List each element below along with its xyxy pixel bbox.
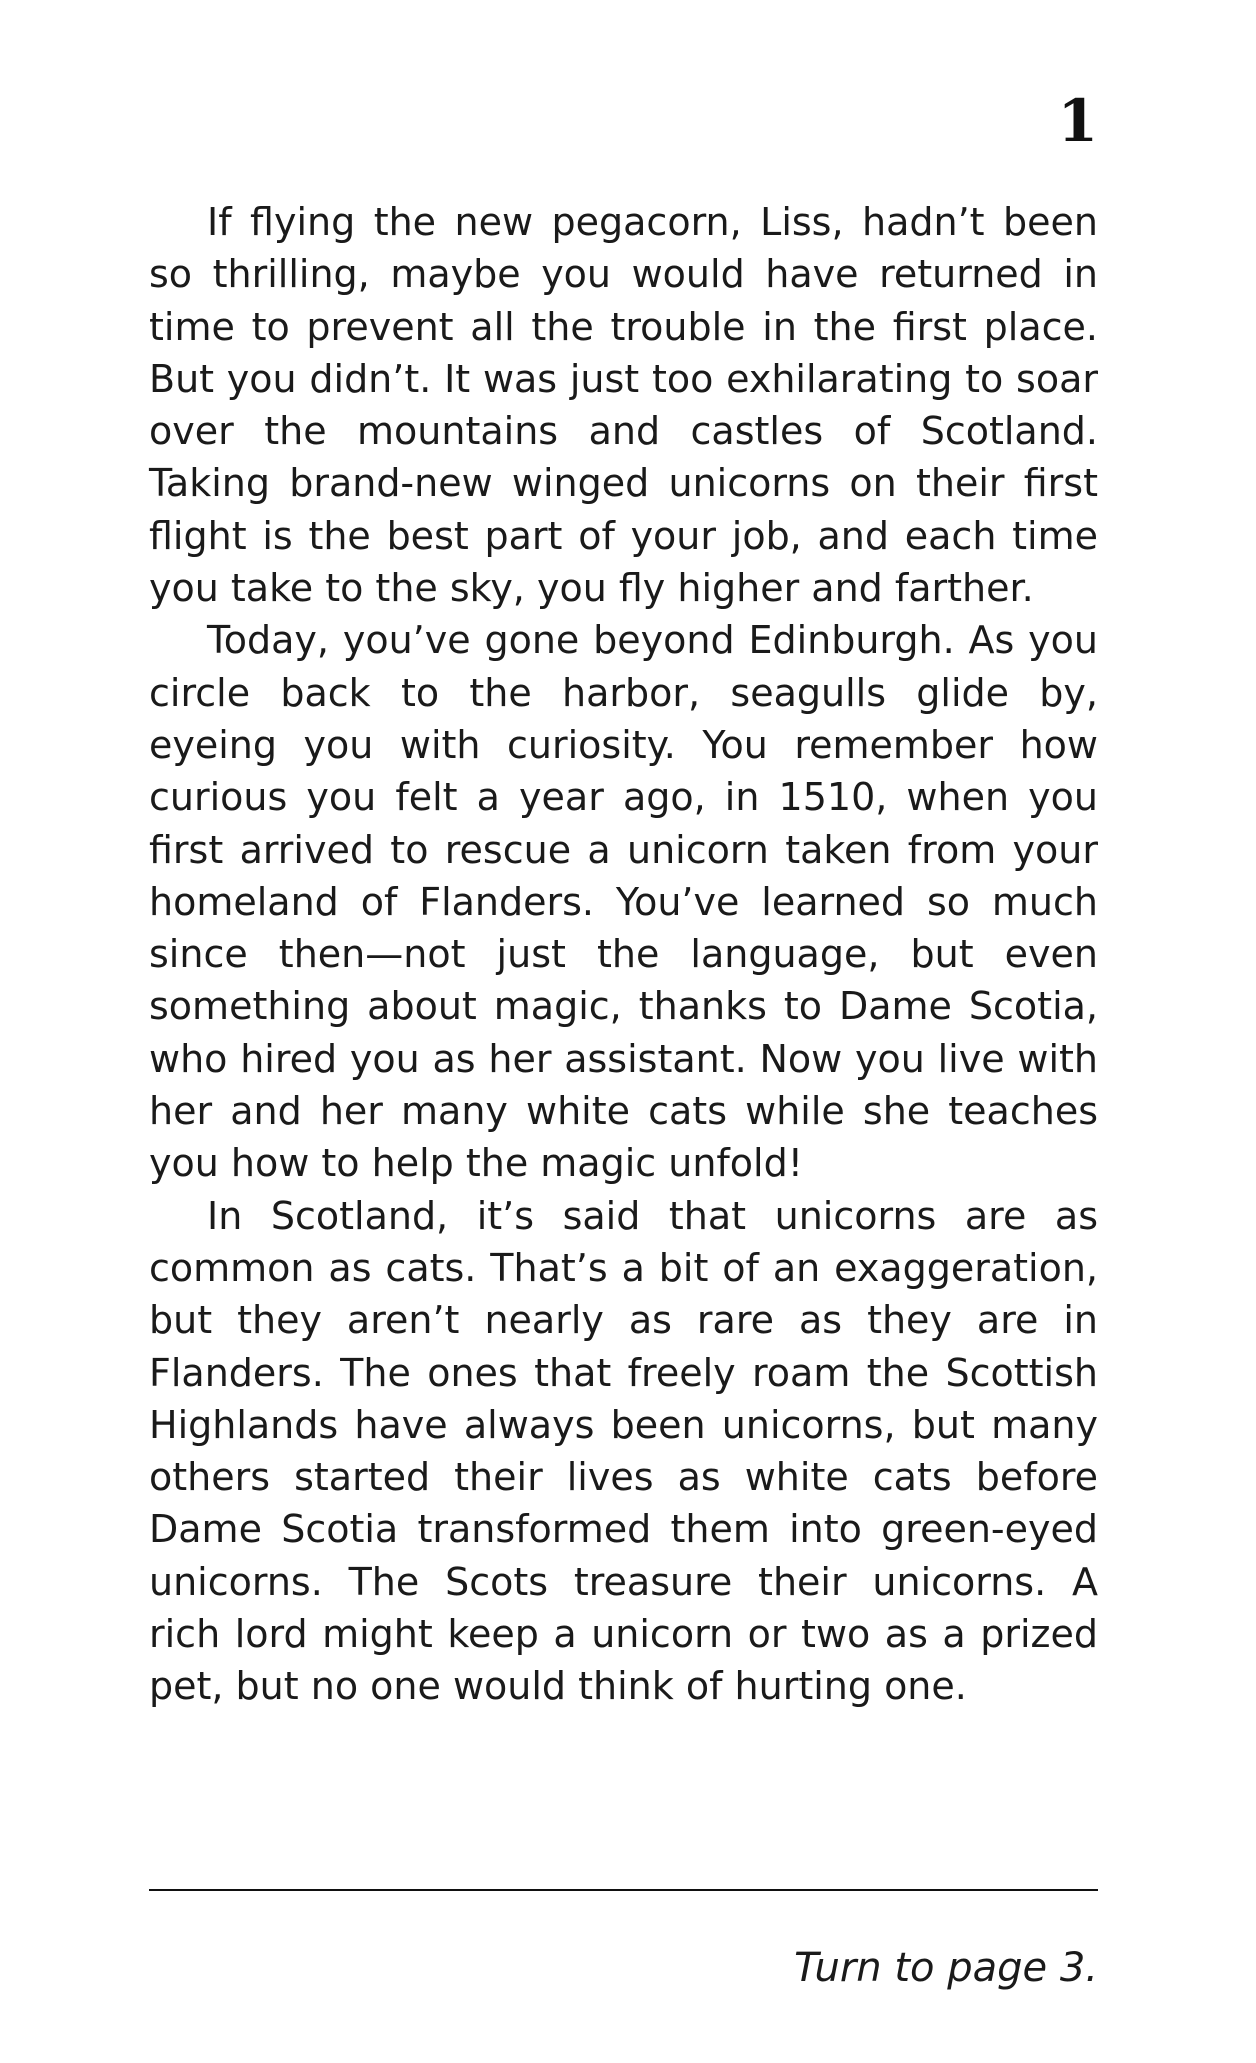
chapter-number: 1 [1057, 87, 1098, 155]
paragraph-2: Today, you’ve gone beyond Edinburgh. As you circle back to the harbor, seagulls glide by, eyeing you with curiosity. You remember how curious you felt a year ago, in 1510, when you first arrived to rescue a unicorn taken from your homeland of Flanders. You’ve learned so much since then—not just the language, but even something about magic, thanks to Dame Scotia, who hired you as her assistant. Now you live with her and her many white cats while she teaches you how to help the magic unfold! [149, 618, 1098, 1186]
footer-divider [149, 1889, 1098, 1891]
paragraph-3: In Scotland, it’s said that unicorns are as common as cats. That’s a bit of an exaggeration, but they aren’t nearly as rare as they are in Flanders. The ones that freely roam the Scottish Highlands have always been unicorns, but many others started their lives as white cats before Dame Scotia transformed them into green-eyed unicorns. The Scots treasure their unicorns. A rich lord might keep a unicorn or two as a prized pet, but no one would think of hurting one. [149, 1193, 1098, 1709]
paragraph-1: If flying the new pegacorn, Liss, hadn’t been so thrilling, maybe you would have returned in time to prevent all the trouble in the first place. But you didn’t. It was just too exhilarating to soar over the mountains and castles of Scotland. Taking brand-new winged unicorns on their first flight is the best part of your job, and each time you take to the sky, you fly higher and farther. [149, 200, 1098, 611]
turn-to-page-link[interactable]: Turn to page 3. [794, 1945, 1098, 1991]
chapter-body [149, 196, 1098, 1713]
